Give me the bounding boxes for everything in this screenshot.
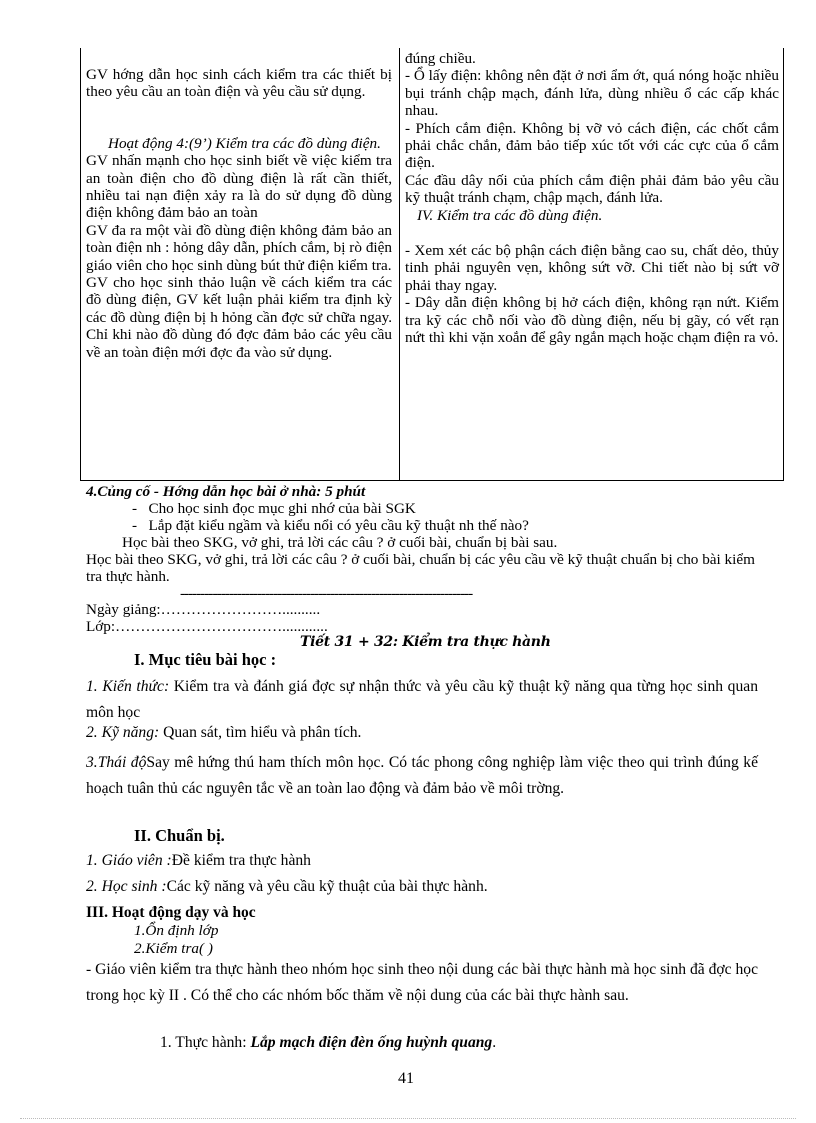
practice-line	[160, 1034, 760, 1052]
table-left-para-2: GV nhấn mạnh cho học sinh biết về việc kiểm tra an toàn điện cho đồ dùng điện là rất cần thiết, nhiều tai nạn điện xảy ra là do sử dụng đồ dùng điện không đảm bảo an toàn	[86, 152, 392, 222]
knowledge-label: 1. Kiến thức:	[86, 678, 170, 695]
attitude-text: Say mê hứng thú ham thích môn học. Có tác phong công nghiệp làm việc theo qui trình đúng kế hoạch tuân thủ các nguyên tắc về an toàn lao động và đảm bảo về môi trờng.	[86, 754, 758, 797]
section-2-heading: II. Chuẩn bị.	[134, 826, 225, 845]
table-right-para-2: - Ổ lấy điện: không nên đặt ở nơi ẩm ớt, quá nóng hoặc nhiều bụi tránh chập mạch, đánh lửa, dùng nhiều ổ các cấp khác nhau.	[405, 67, 779, 120]
lesson-title: Tiết 31 + 32: Kiểm tra thực hành	[300, 634, 551, 650]
step-1: 1.Ổn định lớp	[134, 922, 219, 939]
activity-4-heading: Hoạt động 4:(9’) Kiểm tra các đồ dùng điện.	[108, 134, 381, 152]
teacher-line	[86, 852, 758, 870]
student-text: Các kỹ năng và yêu cầu kỹ thuật của bài thực hành.	[166, 878, 488, 895]
content-column	[405, 48, 779, 347]
table-right-para-1: đúng chiều.	[405, 50, 476, 67]
student-label: 2. Học sinh :	[86, 878, 167, 895]
attitude-line	[86, 750, 758, 802]
table-left-para-1: GV hớng dẫn học sinh cách kiểm tra các thiết bị theo yêu cầu an toàn điện và yêu cầu sử dụng.	[86, 66, 392, 101]
lesson-table	[80, 48, 784, 481]
page-number: 41	[398, 1070, 414, 1087]
practice-title: Lắp mạch điện đèn ống huỳnh quang	[250, 1034, 493, 1051]
attitude-label: 3.Thái độ	[86, 754, 147, 771]
consolidation-line-3: Học bài theo SKG, vở ghi, trả lời các câu ? ở cuối bài, chuẩn bị bài sau.	[122, 534, 558, 551]
table-right-para-6: - Dây dẫn điện không bị hở cách điện, không rạn nứt. Kiểm tra kỹ các chỗ nối vào đồ dùng điện, nếu bị gãy, có vết rạn nứt thì khi vặn xoắn để gây ngắn mạch hoặc chạm điện ra vỏ.	[405, 294, 779, 347]
section-3-para: - Giáo viên kiểm tra thực hành theo nhóm học sinh theo nội dung các bài thực hành mà học sinh đã đợc học trong học kỳ II . Có thể cho các nhóm bốc thăm về nội dung của các bài thực hành sau.	[86, 961, 758, 1004]
consolidation-item-2: - Lắp đặt kiểu ngầm và kiểu nổi có yêu cầu kỹ thuật nh thế nào?	[132, 517, 529, 534]
date-line: Ngày giảng:……………………..........	[86, 601, 321, 618]
consolidation-item-1: - Cho học sinh đọc mục ghi nhớ của bài SGK	[132, 500, 416, 517]
table-right-para-3: - Phích cắm điện. Không bị vỡ vỏ cách điện, các chốt cắm phải chắc chắn, đảm bảo tiếp xúc tốt với các cực của ổ cắm điện.	[405, 119, 779, 172]
step-2: 2.Kiểm tra( )	[134, 940, 213, 957]
section-1-heading: I. Mục tiêu bài học :	[134, 650, 277, 669]
section-3-numeral: III.	[86, 904, 108, 921]
section-3-heading	[86, 904, 256, 922]
table-right-para-4: Các đầu dây nối của phích cắm điện phải đảm bảo yêu cầu kỹ thuật tránh chạm, chập mạch, đánh lửa.	[405, 171, 779, 207]
knowledge-line	[86, 674, 758, 726]
consolidation-para: Học bài theo SKG, vở ghi, trả lời các câu ? ở cuối bài, chuẩn bị các yêu cầu về kỹ thuật chuẩn bị cho bài kiểm tra thực hành.	[86, 551, 755, 586]
practice-end: .	[492, 1034, 497, 1051]
teacher-text: Đề kiểm tra thực hành	[171, 852, 311, 869]
separator-line: ------------------------------------------------------------------------	[180, 585, 473, 602]
practice-label: 1. Thực hành:	[160, 1034, 251, 1051]
consolidation-item-2-text: Lắp đặt kiểu ngầm và kiểu nổi có yêu cầu kỹ thuật nh thế nào?	[148, 517, 529, 534]
knowledge-text: Kiểm tra và đánh giá đợc sự nhận thức và yêu cầu kỹ thuật kỹ năng qua từng học sinh quan môn học	[86, 678, 758, 721]
class-line: Lớp:……………………………............	[86, 618, 328, 635]
skill-line	[86, 724, 758, 742]
consolidation-title: 4.Củng cố - Hớng dẫn học bài ở nhà: 5 phút	[86, 483, 366, 500]
table-right-para-5: - Xem xét các bộ phận cách điện bằng cao su, chất dẻo, thủy tinh phải nguyên vẹn, không sứt vỡ. Chi tiết nào bị sứt vỡ phải thay ngay.	[405, 242, 779, 294]
table-left-para-4: GV cho học sinh thảo luận về cách kiểm tra các đồ dùng điện, GV kết luận phải kiểm tra định kỳ các đồ dùng điện bị h hỏng cần đợc sử chữa ngay. Chỉ khi nào đồ dùng đó đợc đảm bảo các yêu cầu về an toàn điện mới đợc đa vào sử dụng.	[86, 274, 392, 361]
section-iv-heading: IV. Kiểm tra các đồ dùng điện.	[417, 206, 603, 224]
student-line	[86, 878, 758, 896]
consolidation-item-1-text: Cho học sinh đọc mục ghi nhớ của bài SGK	[148, 500, 416, 517]
footer-divider	[20, 1118, 796, 1119]
teacher-activity-column	[86, 48, 392, 361]
column-divider	[399, 48, 400, 480]
teacher-label: 1. Giáo viên :	[86, 852, 172, 869]
skill-label: 2. Kỹ năng:	[86, 724, 160, 741]
table-left-para-3: GV đa ra một vài đồ dùng điện không đảm bảo an toàn điện nh : hỏng dây dẫn, phích cắm, bị rò điện giáo viên cho học sinh dùng bút thử điện kiểm tra.	[86, 221, 392, 274]
skill-text: Quan sát, tìm hiểu và phân tích.	[159, 724, 362, 741]
section-3-title: Hoạt động dạy và học	[111, 904, 256, 921]
